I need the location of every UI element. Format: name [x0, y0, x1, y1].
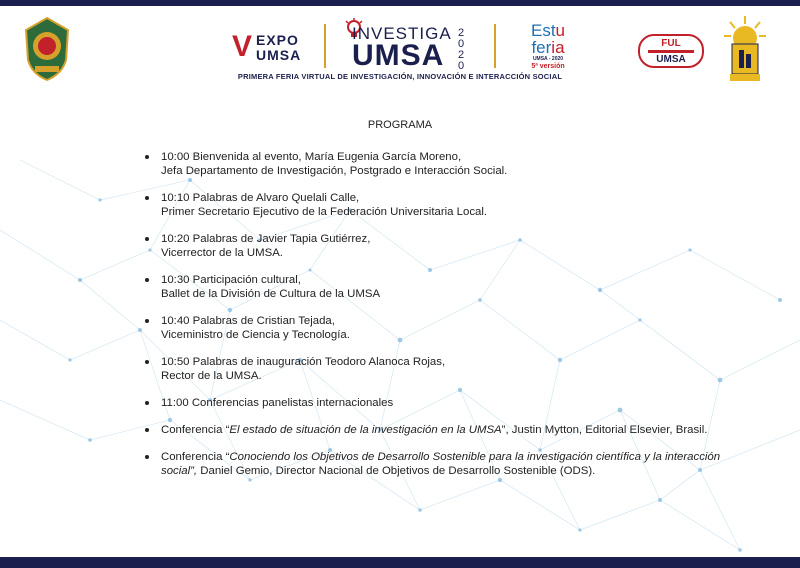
conference-text	[161, 450, 735, 478]
feria-part: fer	[531, 38, 552, 57]
bullet-icon	[145, 278, 149, 282]
program-item-line1: 11:00 Conferencias panelistas internacionales	[161, 397, 394, 409]
conference-speaker: Daniel Gemio, Director Nacional de Objetivos de Desarrollo Sostenible (ODS).	[197, 465, 596, 477]
program-item-line1: 10:40 Palabras de Cristian Tejada,	[161, 315, 335, 327]
program-list	[145, 150, 735, 491]
expo-umsa-logo	[232, 30, 302, 66]
program-item	[145, 232, 735, 260]
estuferia-version: 5ª versión	[531, 63, 565, 70]
bullet-icon	[145, 319, 149, 323]
program-item-line1: 10:10 Palabras de Alvaro Quelali Calle,	[161, 192, 360, 204]
program-item	[145, 191, 735, 219]
ful-umsa-text: UMSA	[656, 54, 686, 65]
ful-text: FUL	[661, 38, 681, 49]
investiga-umsa-logo	[338, 18, 478, 74]
year-text	[456, 28, 466, 72]
estuferia-sub: UMSA - 2020	[532, 56, 564, 62]
year-digit: 2	[457, 27, 465, 39]
header	[0, 6, 800, 86]
conference-item	[145, 423, 735, 437]
conference-prefix: Conferencia “	[161, 451, 230, 463]
program-item	[145, 396, 735, 410]
investiga-umsa-text: UMSA	[352, 39, 445, 72]
program-item-line2: Viceministro de Ciencia y Tecnología.	[161, 329, 350, 341]
bullet-icon	[145, 455, 149, 459]
bullet-icon	[145, 401, 149, 405]
bullet-icon	[145, 237, 149, 241]
conference-title: Conociendo los Objetivos de Desarrollo Sostenible para la investigación científica y la interacción social”,	[161, 451, 721, 477]
ful-stripe	[648, 50, 694, 53]
year-digit: 0	[457, 38, 465, 50]
program-item	[145, 314, 735, 342]
expo-umsa-text: UMSA	[256, 47, 302, 63]
expo-v-mark: V	[232, 30, 249, 63]
conference-text	[161, 423, 735, 437]
estu-part: Est	[530, 21, 556, 40]
ful-umsa-logo	[638, 34, 704, 68]
bullet-icon	[145, 428, 149, 432]
conference-title: El estado de situación de la investigación en la UMSA	[229, 424, 502, 436]
program-item-line1: 10:00 Bienvenida al evento, María Eugenia García Moreno,	[161, 151, 462, 163]
conference-speaker: ”, Justin Mytton, Editorial Elsevier, Brasil.	[501, 424, 708, 436]
program-item-line2: Vicerrector de la UMSA.	[161, 247, 283, 259]
year-digit: 2	[457, 49, 465, 61]
year-digit: 0	[457, 60, 465, 72]
conference-item	[145, 450, 735, 478]
expo-text: EXPO	[256, 32, 299, 48]
conference-prefix: Conferencia “	[161, 424, 230, 436]
estu-text	[518, 22, 578, 39]
program-item	[145, 273, 735, 301]
program-item	[145, 355, 735, 383]
header-subtitle: PRIMERA FERIA VIRTUAL DE INVESTIGACIÓN, INNOVACIÓN E INTERACCIÓN SOCIAL	[237, 72, 563, 81]
program-item-line2: Jefa Departamento de Investigación, Postgrado e Interacción Social.	[161, 165, 508, 177]
bottom-bar	[0, 557, 800, 568]
investiga-text: INVESTIGA	[352, 24, 452, 43]
program-title: PROGRAMA	[367, 119, 433, 131]
logo-divider	[324, 24, 326, 68]
program-item	[145, 150, 735, 178]
bullet-icon	[145, 360, 149, 364]
program-item-line1: 10:50 Palabras de inauguración Teodoro Alanoca Rojas,	[161, 356, 446, 368]
program-item-line2: Ballet de la División de Cultura de la UMSA	[161, 288, 381, 300]
logo-divider	[494, 24, 496, 68]
feria-part: ia	[551, 38, 565, 57]
program-item-line2: Primer Secretario Ejecutivo de la Federación Universitaria Local.	[161, 206, 488, 218]
estu-part: u	[555, 21, 566, 40]
program-item-line1: 10:20 Palabras de Javier Tapia Gutiérrez,	[161, 233, 371, 245]
bullet-icon	[145, 155, 149, 159]
feria-text	[518, 39, 578, 56]
program-item-line2: Rector de la UMSA.	[161, 370, 262, 382]
estuferia-logo	[518, 22, 578, 72]
program-item-line1: 10:30 Participación cultural,	[161, 274, 301, 286]
bullet-icon	[145, 196, 149, 200]
